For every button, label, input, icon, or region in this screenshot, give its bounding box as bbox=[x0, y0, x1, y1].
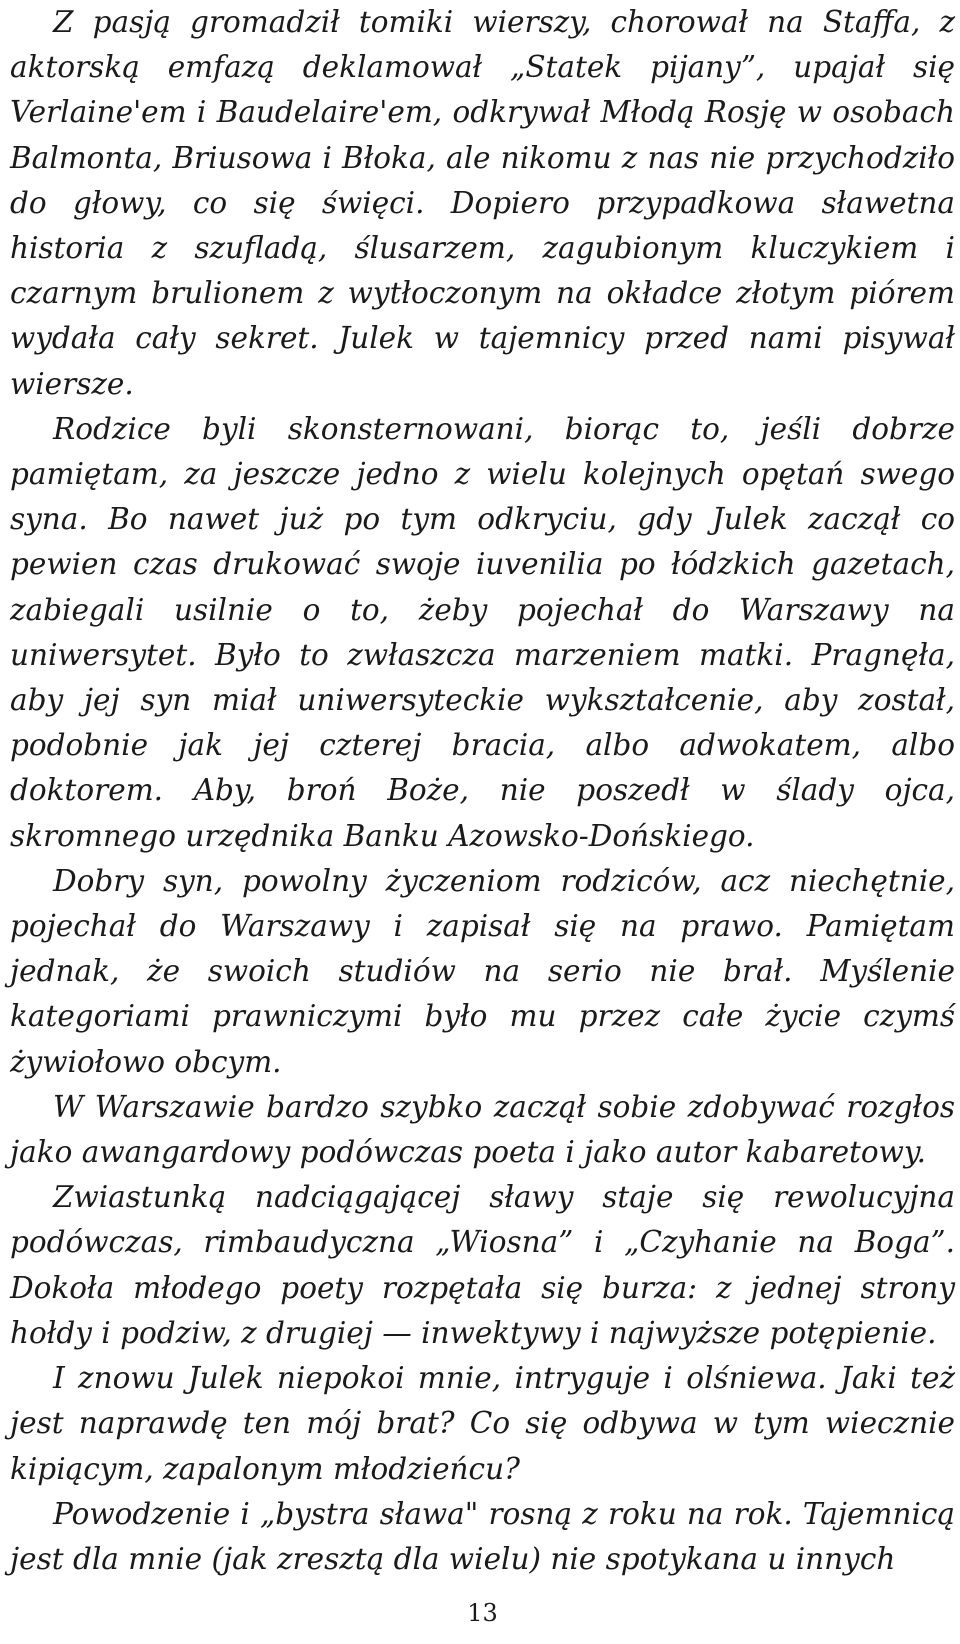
paragraph-6: I znowu Julek niepokoi mnie, intryguje i olśniewa. Jaki też jest naprawdę ten mój brat? Co się odbywa w tym wiecznie kipiącym, zapalonym młodzieńcu? bbox=[10, 1361, 955, 1486]
paragraph-4: W Warszawie bardzo szybko zaczął sobie zdobywać rozgłos jako awangardowy podówczas poeta i jako autor kabaretowy. bbox=[10, 1089, 955, 1170]
paragraph-1: Z pasją gromadził tomiki wierszy, chorował na Staffa, z aktorską emfazą deklamował „Statek pijany”, upajał się Verlaine'em i Baudelaire'em, odkrywał Młodą Rosję w osobach Balmonta, Briusowa i Błoka, ale nikomu z nas nie przychodziło do głowy, co się święci. Dopiero przypadkowa sławetna historia z szufladą, ślusarzem, zagubionym kluczykiem i czarnym brulionem z wytłoczonym na okładce złotym piórem wydała cały sekret. Julek w tajemnicy przed nami pisywał wiersze. bbox=[10, 5, 955, 401]
paragraph-3: Dobry syn, powolny życzeniom rodziców, acz niechętnie, pojechał do Warszawy i zapisał się na prawo. Pamiętam jednak, że swoich studiów na serio nie brał. Myślenie kategoriami prawniczymi było mu przez całe życie czymś żywiołowo obcym. bbox=[10, 863, 955, 1079]
page-number: 13 bbox=[467, 1599, 498, 1627]
paragraph-7: Powodzenie i „bystra sława" rosną z roku na rok. Tajemnicą jest dla mnie (jak zresztą dla wielu) nie spotykana u innych bbox=[10, 1496, 955, 1576]
body-text bbox=[10, 0, 955, 1582]
paragraph-5: Zwiastunką nadciągającej sławy staje się rewolucyjna podówczas, rimbaudyczna „Wiosna” i „Czyhanie na Boga”. Dokoła młodego poety rozpętała się burza: z jednej strony hołdy i podziw, z drugiej — inwektywy i najwyższe potępienie. bbox=[10, 1180, 955, 1350]
paragraph-2: Rodzice byli skonsternowani, biorąc to, jeśli dobrze pamiętam, za jeszcze jedno z wielu kolejnych opętań swego syna. Bo nawet już po tym odkryciu, gdy Julek zaczął co pewien czas drukować swoje iuvenilia po łódzkich gazetach, zabiegali usilnie o to, żeby pojechał do Warszawy na uniwersytet. Było to zwłaszcza marzeniem matki. Pragnęła, aby jej syn miał uniwersyteckie wykształcenie, aby został, podobnie jak jej czterej bracia, albo adwokatem, albo doktorem. Aby, broń Boże, nie poszedł w ślady ojca, skromnego urzędnika Banku Azowsko-Dońskiego. bbox=[10, 411, 955, 853]
book-page bbox=[10, 0, 955, 1644]
